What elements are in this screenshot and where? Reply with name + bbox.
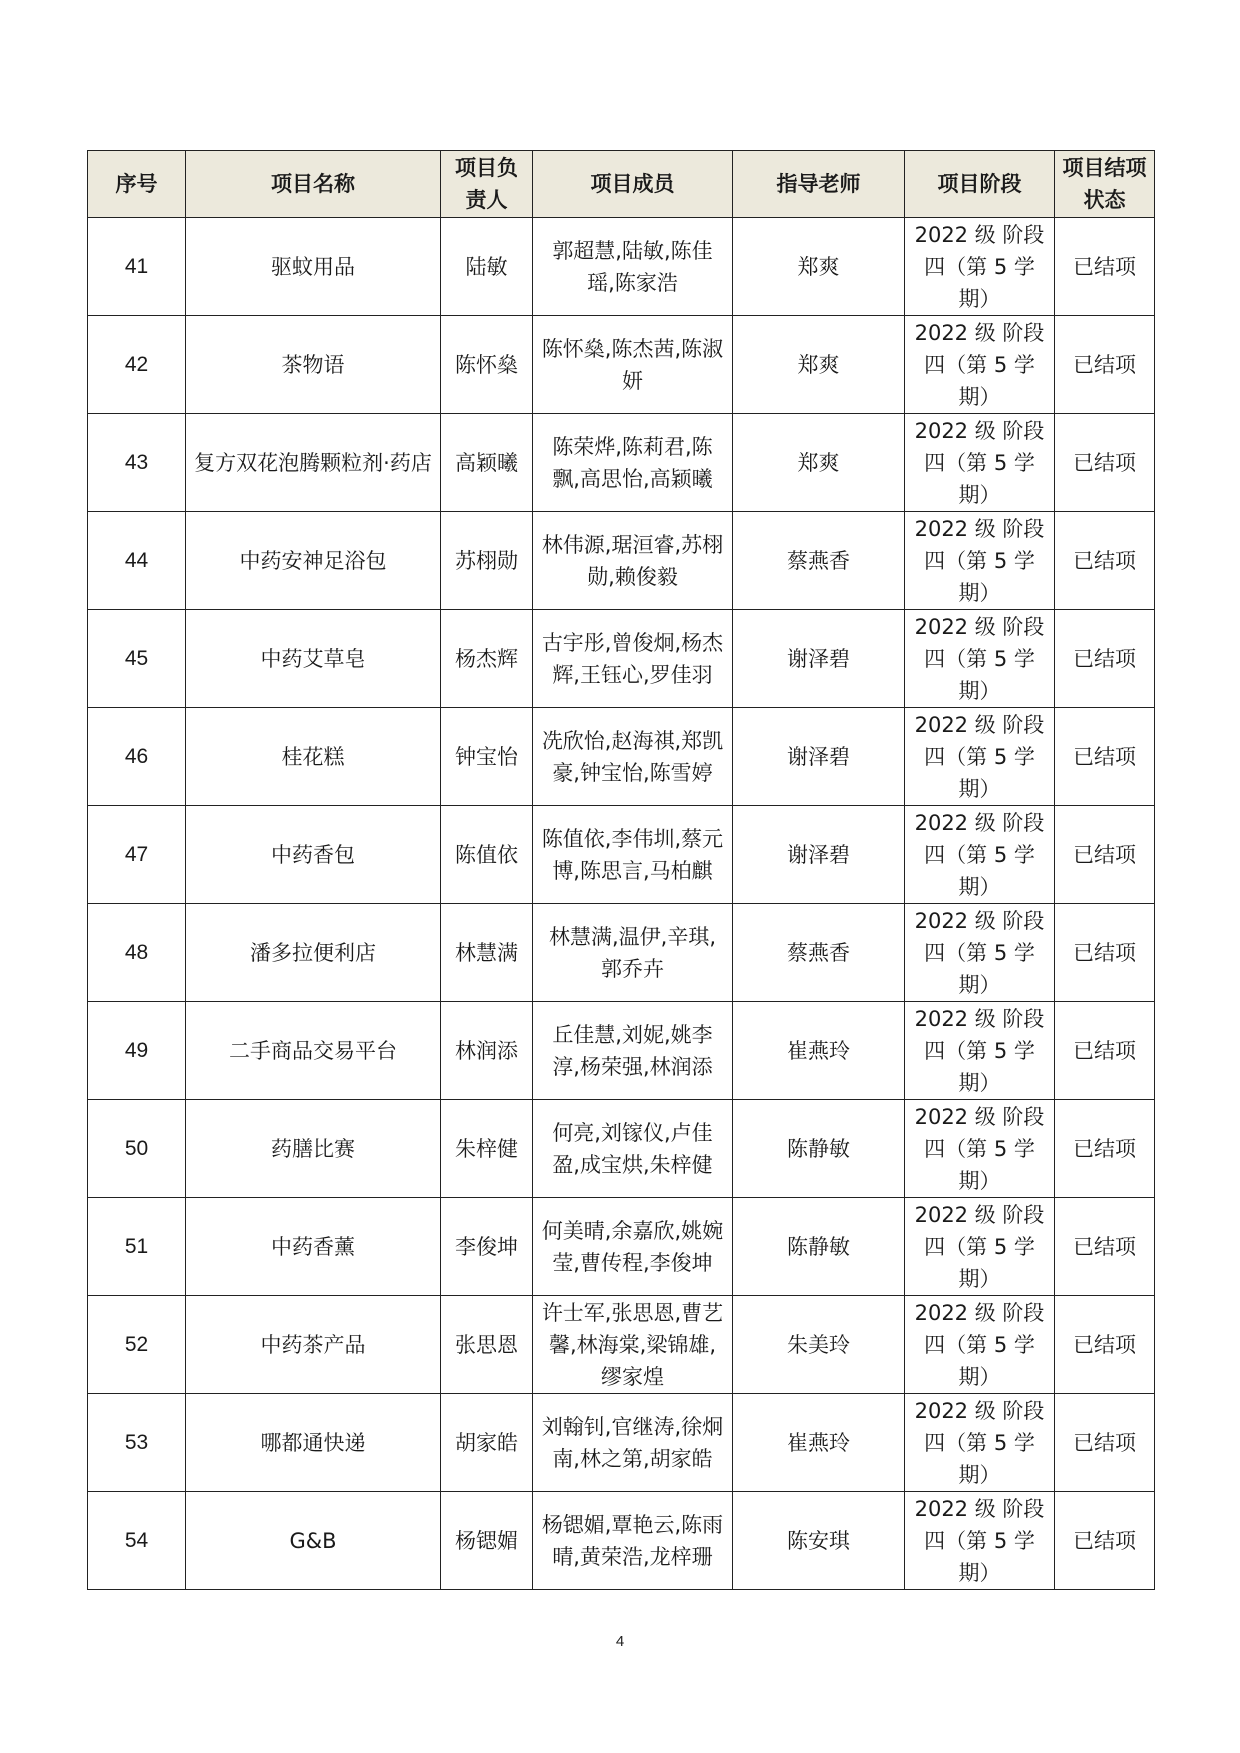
cell-no: 41 [88,218,186,316]
table-row [88,414,1155,512]
cell-project-name: 中药香包 [186,806,441,904]
header-leader: 项目负责人 [441,151,533,218]
cell-leader: 林慧满 [441,904,533,1002]
cell-leader: 陈怀燊 [441,316,533,414]
cell-advisor: 郑爽 [733,218,905,316]
cell-project-name: 药膳比赛 [186,1100,441,1198]
cell-leader: 杨锶媚 [441,1492,533,1590]
cell-no: 53 [88,1394,186,1492]
header-name: 项目名称 [186,151,441,218]
table-row [88,1100,1155,1198]
cell-no: 54 [88,1492,186,1590]
cell-no: 49 [88,1002,186,1100]
cell-leader: 张思恩 [441,1296,533,1394]
cell-leader: 李俊坤 [441,1198,533,1296]
cell-leader: 苏栩勋 [441,512,533,610]
cell-project-name: 桂花糕 [186,708,441,806]
cell-stage: 2022 级 阶段四（第 5 学期） [905,610,1055,708]
table-body [88,218,1155,1590]
cell-stage: 2022 级 阶段四（第 5 学期） [905,1296,1055,1394]
cell-no: 46 [88,708,186,806]
cell-no: 52 [88,1296,186,1394]
cell-leader: 胡家皓 [441,1394,533,1492]
cell-status: 已结项 [1055,806,1155,904]
cell-leader: 钟宝怡 [441,708,533,806]
cell-stage: 2022 级 阶段四（第 5 学期） [905,1100,1055,1198]
cell-members: 陈怀燊,陈杰茜,陈淑妍 [533,316,733,414]
cell-no: 43 [88,414,186,512]
cell-advisor: 蔡燕香 [733,512,905,610]
cell-members: 郭超慧,陆敏,陈佳瑶,陈家浩 [533,218,733,316]
cell-members: 古宇彤,曾俊炯,杨杰辉,王钰心,罗佳羽 [533,610,733,708]
cell-project-name: 哪都通快递 [186,1394,441,1492]
cell-leader: 杨杰辉 [441,610,533,708]
cell-no: 42 [88,316,186,414]
header-row [88,151,1155,218]
cell-stage: 2022 级 阶段四（第 5 学期） [905,904,1055,1002]
cell-advisor: 谢泽碧 [733,610,905,708]
cell-members: 林伟源,琚洹睿,苏栩勋,赖俊毅 [533,512,733,610]
cell-stage: 2022 级 阶段四（第 5 学期） [905,1198,1055,1296]
cell-project-name: 中药香薰 [186,1198,441,1296]
cell-status: 已结项 [1055,904,1155,1002]
cell-advisor: 朱美玲 [733,1296,905,1394]
cell-members: 丘佳慧,刘妮,姚李淳,杨荣强,林润添 [533,1002,733,1100]
table-row [88,1296,1155,1394]
cell-status: 已结项 [1055,316,1155,414]
cell-leader: 陈值依 [441,806,533,904]
cell-advisor: 谢泽碧 [733,806,905,904]
page-number: 4 [615,1633,625,1650]
cell-status: 已结项 [1055,1296,1155,1394]
cell-status: 已结项 [1055,218,1155,316]
cell-members: 刘翰钊,官继涛,徐炯南,林之第,胡家皓 [533,1394,733,1492]
cell-stage: 2022 级 阶段四（第 5 学期） [905,806,1055,904]
cell-status: 已结项 [1055,512,1155,610]
cell-leader: 高颖曦 [441,414,533,512]
cell-members: 何亮,刘镓仪,卢佳盈,成宝烘,朱梓健 [533,1100,733,1198]
cell-stage: 2022 级 阶段四（第 5 学期） [905,512,1055,610]
cell-status: 已结项 [1055,1100,1155,1198]
cell-stage: 2022 级 阶段四（第 5 学期） [905,1492,1055,1590]
cell-advisor: 崔燕玲 [733,1394,905,1492]
cell-advisor: 郑爽 [733,414,905,512]
cell-members: 冼欣怡,赵海祺,郑凯豪,钟宝怡,陈雪婷 [533,708,733,806]
cell-no: 45 [88,610,186,708]
cell-status: 已结项 [1055,1198,1155,1296]
header-members: 项目成员 [533,151,733,218]
cell-members: 陈值依,李伟圳,蔡元博,陈思言,马柏麒 [533,806,733,904]
cell-leader: 陆敏 [441,218,533,316]
cell-no: 48 [88,904,186,1002]
cell-stage: 2022 级 阶段四（第 5 学期） [905,414,1055,512]
cell-no: 50 [88,1100,186,1198]
cell-members: 林慧满,温伊,辛琪,郭乔卉 [533,904,733,1002]
cell-no: 47 [88,806,186,904]
table-header [88,151,1155,218]
header-advisor: 指导老师 [733,151,905,218]
table-row [88,1198,1155,1296]
cell-leader: 林润添 [441,1002,533,1100]
cell-status: 已结项 [1055,708,1155,806]
cell-advisor: 陈静敏 [733,1100,905,1198]
cell-project-name: G&B [186,1492,441,1590]
table-row [88,610,1155,708]
cell-members: 陈荣烨,陈莉君,陈飘,高思怡,高颖曦 [533,414,733,512]
table-row [88,904,1155,1002]
cell-advisor: 崔燕玲 [733,1002,905,1100]
cell-members: 杨锶媚,覃艳云,陈雨晴,黄荣浩,龙梓珊 [533,1492,733,1590]
cell-project-name: 二手商品交易平台 [186,1002,441,1100]
cell-stage: 2022 级 阶段四（第 5 学期） [905,708,1055,806]
table-row [88,1394,1155,1492]
cell-project-name: 中药安神足浴包 [186,512,441,610]
projects-table [87,150,1155,1590]
cell-project-name: 茶物语 [186,316,441,414]
cell-project-name: 潘多拉便利店 [186,904,441,1002]
cell-advisor: 谢泽碧 [733,708,905,806]
table-row [88,806,1155,904]
cell-project-name: 复方双花泡腾颗粒剂·药店 [186,414,441,512]
cell-leader: 朱梓健 [441,1100,533,1198]
cell-status: 已结项 [1055,610,1155,708]
table-row [88,218,1155,316]
cell-project-name: 中药艾草皂 [186,610,441,708]
cell-stage: 2022 级 阶段四（第 5 学期） [905,316,1055,414]
cell-no: 51 [88,1198,186,1296]
cell-advisor: 陈静敏 [733,1198,905,1296]
cell-advisor: 郑爽 [733,316,905,414]
table-row [88,1492,1155,1590]
cell-stage: 2022 级 阶段四（第 5 学期） [905,218,1055,316]
table-row [88,512,1155,610]
table-row [88,316,1155,414]
cell-project-name: 中药茶产品 [186,1296,441,1394]
cell-status: 已结项 [1055,1394,1155,1492]
cell-advisor: 陈安琪 [733,1492,905,1590]
table-row [88,708,1155,806]
header-stage: 项目阶段 [905,151,1055,218]
header-status: 项目结项状态 [1055,151,1155,218]
cell-members: 何美晴,余嘉欣,姚婉莹,曹传程,李俊坤 [533,1198,733,1296]
cell-members: 许士军,张思恩,曹艺馨,林海棠,梁锦雄,缪家煌 [533,1296,733,1394]
header-no: 序号 [88,151,186,218]
cell-status: 已结项 [1055,1002,1155,1100]
cell-status: 已结项 [1055,1492,1155,1590]
cell-status: 已结项 [1055,414,1155,512]
cell-advisor: 蔡燕香 [733,904,905,1002]
cell-project-name: 驱蚊用品 [186,218,441,316]
cell-stage: 2022 级 阶段四（第 5 学期） [905,1002,1055,1100]
table-row [88,1002,1155,1100]
cell-no: 44 [88,512,186,610]
cell-stage: 2022 级 阶段四（第 5 学期） [905,1394,1055,1492]
